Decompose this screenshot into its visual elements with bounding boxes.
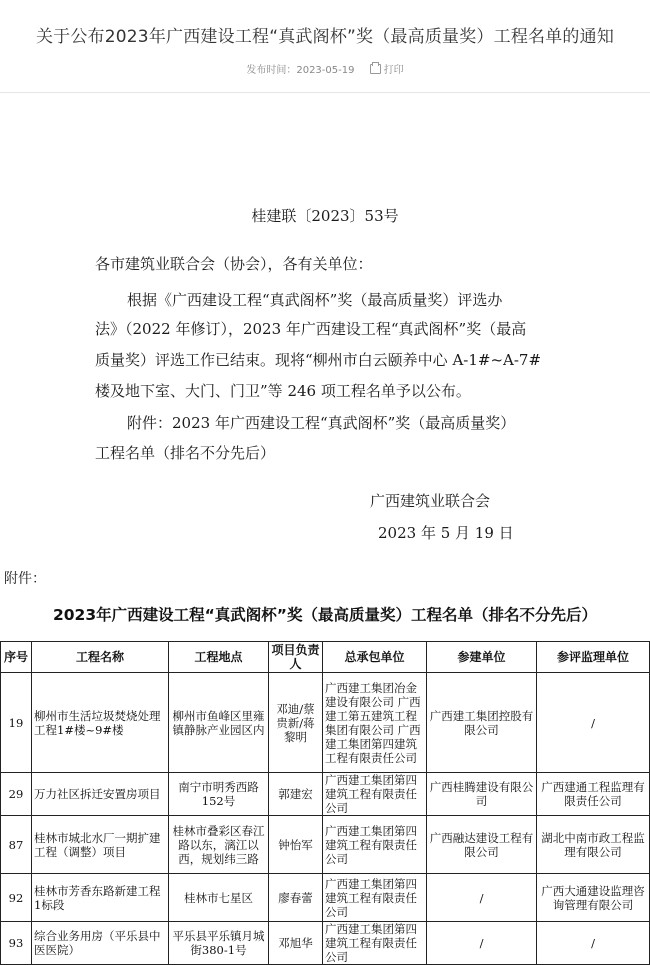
printer-icon bbox=[370, 64, 381, 74]
publish-label: 发布时间： bbox=[246, 65, 297, 76]
column-header-name: 工程名称 bbox=[32, 642, 169, 673]
body-line: 楼及地下室、大门、门卫”等 246 项工程名单予以公布。 bbox=[95, 382, 471, 400]
cell-participant: 广西桂腾建设有限公司 bbox=[427, 773, 537, 816]
body-line: 根据《广西建设工程“真武阁杯”奖（最高质量奖）评选办 bbox=[127, 291, 503, 309]
article-meta bbox=[0, 61, 650, 76]
table-row bbox=[1, 816, 650, 874]
cell-location: 南宁市明秀西路152号 bbox=[169, 773, 269, 816]
cell-contractor: 广西建工集团第四建筑工程有限责任公司 bbox=[323, 816, 427, 874]
body-line: 质量奖）评选工作已结束。现将“柳州市白云颐养中心 A-1#~A-7# bbox=[95, 351, 542, 369]
publish-date: 2023-05-19 bbox=[296, 65, 355, 76]
cell-contractor: 广西建工集团第四建筑工程有限责任公司 bbox=[323, 773, 427, 816]
cell-no: 93 bbox=[1, 922, 32, 965]
column-header-location: 工程地点 bbox=[169, 642, 269, 673]
cell-manager: 郭建宏 bbox=[269, 773, 323, 816]
column-header-participant: 参建单位 bbox=[427, 642, 537, 673]
column-header-no: 序号 bbox=[1, 642, 32, 673]
cell-no: 87 bbox=[1, 816, 32, 874]
cell-supervisor: / bbox=[537, 673, 650, 773]
cell-participant: / bbox=[427, 922, 537, 965]
cell-supervisor: 广西大通建设监理咨询管理有限公司 bbox=[537, 874, 650, 922]
cell-location: 柳州市鱼峰区里雍镇静脉产业园区内 bbox=[169, 673, 269, 773]
cell-no: 92 bbox=[1, 874, 32, 922]
table-header-row bbox=[1, 642, 650, 673]
table-row bbox=[1, 874, 650, 922]
cell-name: 桂林市芳香东路新建工程1标段 bbox=[32, 874, 169, 922]
issuer: 广西建筑业联合会 bbox=[370, 492, 491, 510]
project-table bbox=[0, 641, 650, 965]
column-header-supervisor: 参评监理单位 bbox=[537, 642, 650, 673]
attachment-line: 附件：2023 年广西建设工程“真武阁杯”奖（最高质量奖） bbox=[127, 414, 516, 432]
cell-name: 柳州市生活垃圾焚烧处理工程1#楼~9#楼 bbox=[32, 673, 169, 773]
cell-supervisor: / bbox=[537, 922, 650, 965]
cell-location: 桂林市叠彩区春江路以东，漓江以西，规划纬三路 bbox=[169, 816, 269, 874]
cell-contractor: 广西建工集团第四建筑工程有限责任公司 bbox=[323, 922, 427, 965]
cell-no: 29 bbox=[1, 773, 32, 816]
cell-manager: 廖春蕾 bbox=[269, 874, 323, 922]
list-title: 2023年广西建设工程“真武阁杯”奖（最高质量奖）工程名单（排名不分先后） bbox=[52, 606, 598, 624]
attachment-label: 附件： bbox=[4, 571, 46, 587]
cell-participant: 广西建工集团控股有限公司 bbox=[427, 673, 537, 773]
cell-name: 综合业务用房（平乐县中医医院） bbox=[32, 922, 169, 965]
attachment-line: 工程名单（排名不分先后） bbox=[95, 444, 276, 462]
salutation: 各市建筑业联合会（协会），各有关单位： bbox=[95, 255, 373, 273]
table-row bbox=[1, 773, 650, 816]
cell-name: 万力社区拆迁安置房项目 bbox=[32, 773, 169, 816]
cell-manager: 邓旭华 bbox=[269, 922, 323, 965]
print-button[interactable] bbox=[370, 65, 404, 76]
print-label: 打印 bbox=[383, 65, 404, 76]
table-row bbox=[1, 922, 650, 965]
table-row bbox=[1, 673, 650, 773]
cell-name: 桂林市城北水厂一期扩建工程（调整）项目 bbox=[32, 816, 169, 874]
cell-no: 19 bbox=[1, 673, 32, 773]
issue-date: 2023 年 5 月 19 日 bbox=[378, 524, 514, 542]
header-divider bbox=[0, 92, 650, 93]
article-title: 关于公布2023年广西建设工程“真武阁杯”奖（最高质量奖）工程名单的通知 bbox=[35, 27, 615, 47]
cell-supervisor: 湖北中南市政工程监理有限公司 bbox=[537, 816, 650, 874]
cell-contractor: 广西建工集团冶金建设有限公司 广西建工第五建筑工程集团有限公司 广西建工集团第四建筑工程有限责任公司 bbox=[323, 673, 427, 773]
column-header-contractor: 总承包单位 bbox=[323, 642, 427, 673]
doc-number: 桂建联〔2023〕53号 bbox=[251, 207, 399, 225]
column-header-manager: 项目负责人 bbox=[269, 642, 323, 673]
cell-location: 平乐县平乐镇月城街380-1号 bbox=[169, 922, 269, 965]
cell-contractor: 广西建工集团第四建筑工程有限责任公司 bbox=[323, 874, 427, 922]
cell-supervisor: 广西建通工程监理有限责任公司 bbox=[537, 773, 650, 816]
cell-manager: 邓迪/蔡贵新/蒋黎明 bbox=[269, 673, 323, 773]
cell-participant: 广西融达建设工程有限公司 bbox=[427, 816, 537, 874]
cell-location: 桂林市七星区 bbox=[169, 874, 269, 922]
body-line: 法》（2022 年修订），2023 年广西建设工程“真武阁杯”奖（最高 bbox=[95, 320, 527, 338]
cell-participant: / bbox=[427, 874, 537, 922]
cell-manager: 钟怡军 bbox=[269, 816, 323, 874]
